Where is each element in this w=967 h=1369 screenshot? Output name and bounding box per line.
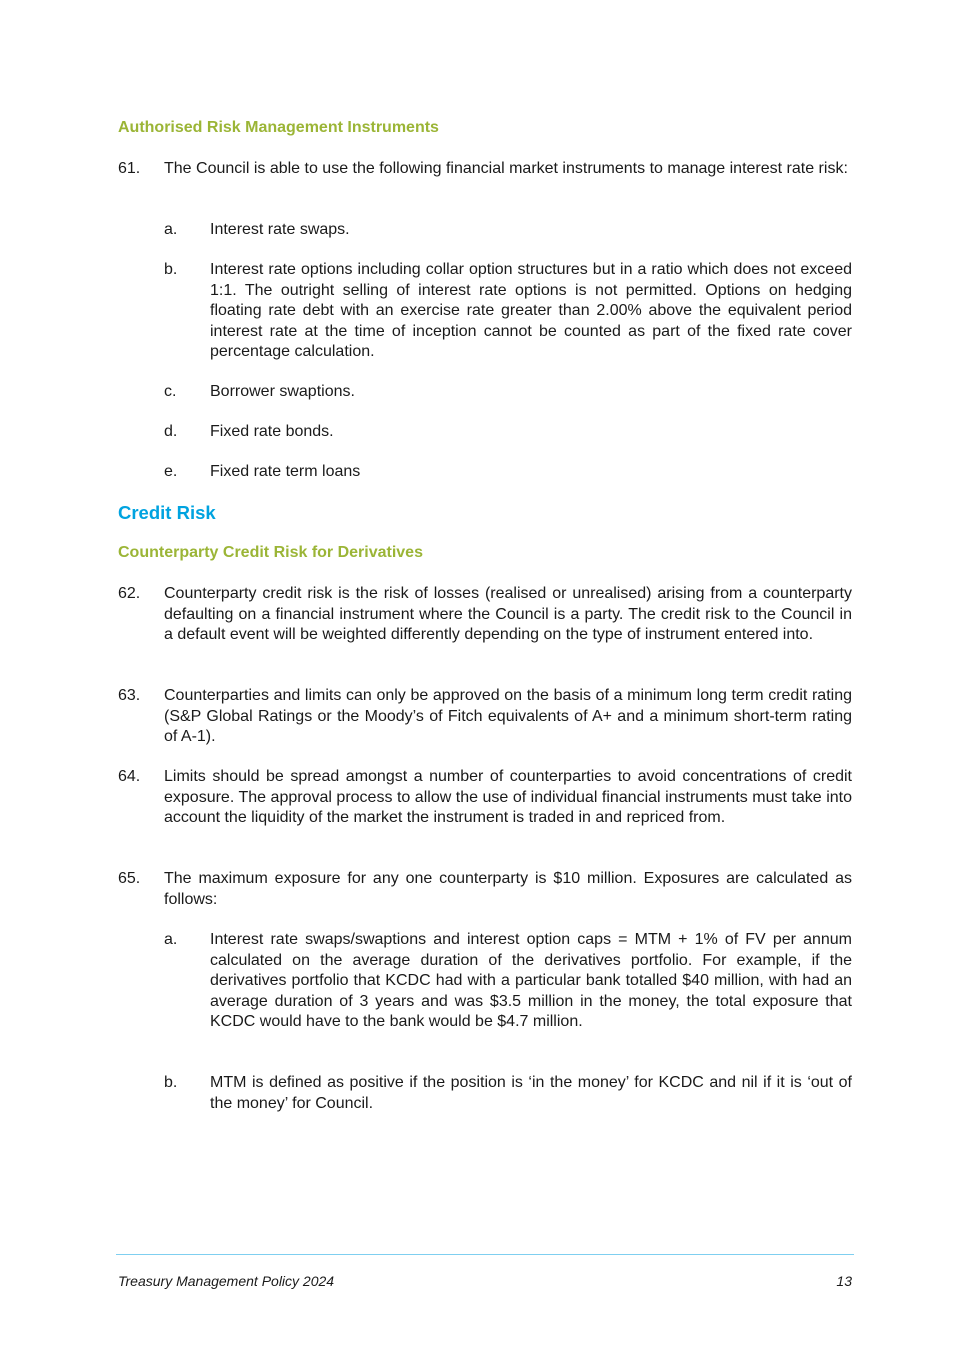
list-item-letter: d. <box>164 423 178 440</box>
list-item-text: Interest rate swaps. <box>210 221 350 238</box>
paragraph-64 <box>118 767 852 829</box>
paragraph-text: Counterparties and limits can only be approved on the basis of a minimum long term credit rating (S&P Global Ratings or the Moody’s of Fitch equivalents of A+ and a minimum short-term rating of A-1). <box>164 687 852 745</box>
list-item-65a <box>164 930 852 1033</box>
paragraph-62 <box>118 584 852 646</box>
list-item-61b <box>164 260 852 363</box>
paragraph-number: 64. <box>118 768 141 785</box>
paragraph-61 <box>118 159 852 180</box>
footer-page-number: 13 <box>836 1273 852 1289</box>
list-item-letter: e. <box>164 463 178 480</box>
paragraph-number: 61. <box>118 160 141 177</box>
section-heading-counterparty-credit-risk: Counterparty Credit Risk for Derivatives <box>118 544 423 561</box>
paragraph-text: The Council is able to use the following financial market instruments to manage interest rate risk: <box>164 160 848 177</box>
list-item-text: Interest rate swaps/swaptions and interest option caps = MTM + 1% of FV per annum calculated on the average duration of the derivatives portfolio. For example, if the derivatives portfolio that KCDC had with a particular bank totalled $40 million, with had an average duration of 3 years and was $3.5 million in the money, the total exposure that KCDC would have to the bank would be $4.7 million. <box>210 931 852 1030</box>
paragraph-text: Limits should be spread amongst a number of counterparties to avoid concentrations of credit exposure. The approval process to allow the use of individual financial instruments must take into account the liquidity of the market the instrument is traded in and repriced from. <box>164 768 852 826</box>
footer-divider <box>116 1254 854 1255</box>
paragraph-text: The maximum exposure for any one counterparty is $10 million. Exposures are calculated as follows: <box>164 870 852 908</box>
paragraph-65 <box>118 869 852 910</box>
list-item-text: Interest rate options including collar option structures but in a ratio which does not exceed 1:1. The outright selling of interest rate options is not permitted. Options on hedging floating rate debt with an exercise rate greater than 2.00% above the equivalent period interest rate at the time of inception cannot be counted as part of the fixed rate cover percentage calculation. <box>210 261 852 360</box>
section-heading-credit-risk: Credit Risk <box>118 502 216 523</box>
list-item-text: MTM is defined as positive if the position is ‘in the money’ for KCDC and nil if it is ‘out of the money’ for Council. <box>210 1074 852 1112</box>
list-item-letter: a. <box>164 221 178 238</box>
section-heading-authorised-instruments: Authorised Risk Management Instruments <box>118 119 439 136</box>
list-item-61a <box>164 220 852 241</box>
list-item-letter: c. <box>164 383 177 400</box>
list-item-text: Fixed rate term loans <box>210 463 361 480</box>
list-item-text: Borrower swaptions. <box>210 383 355 400</box>
paragraph-63 <box>118 686 852 748</box>
footer-document-title: Treasury Management Policy 2024 <box>118 1273 335 1289</box>
list-item-letter: b. <box>164 261 178 278</box>
list-item-61d <box>164 422 852 443</box>
list-item-letter: a. <box>164 931 178 948</box>
paragraph-number: 63. <box>118 687 141 704</box>
paragraph-text: Counterparty credit risk is the risk of losses (realised or unrealised) arising from a counterparty defaulting on a financial instrument where the Council is a party. The credit risk to the Council in a default event will be weighted differently depending on the type of instrument entered into. <box>164 585 852 643</box>
list-item-61c <box>164 382 852 403</box>
list-item-61e <box>164 462 852 483</box>
list-item-letter: b. <box>164 1074 178 1091</box>
list-item-text: Fixed rate bonds. <box>210 423 334 440</box>
paragraph-number: 62. <box>118 585 141 602</box>
paragraph-number: 65. <box>118 870 141 887</box>
list-item-65b <box>164 1073 852 1114</box>
